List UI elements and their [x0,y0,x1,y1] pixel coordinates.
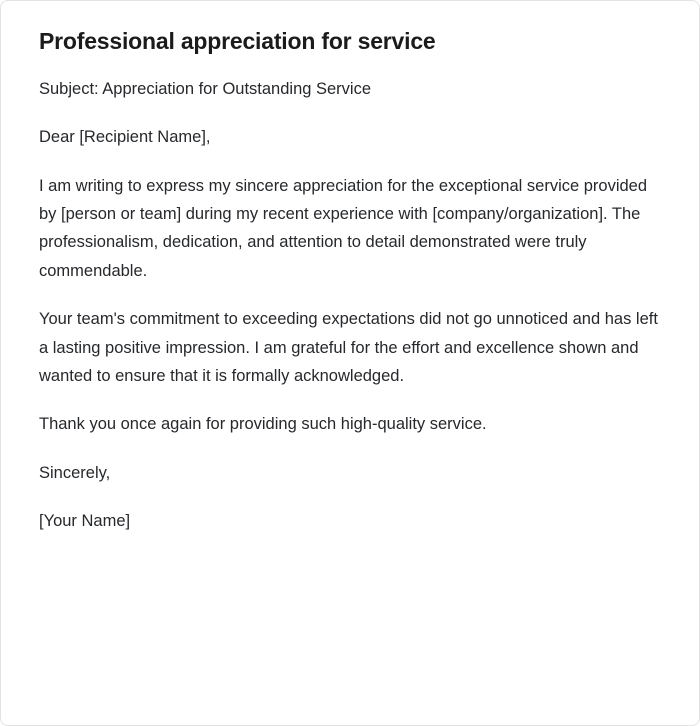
letter-salutation: Dear [Recipient Name], [39,128,211,147]
letter-signature: [Your Name] [39,512,131,531]
letter-body-paragraph-2: Your team's commitment to exceeding expectations did not go unnoticed and has left a lasting positive impression. I am grateful for the effort and excellence shown and wanted to ensure that it is formally acknowledged. [39,310,658,385]
letter-body-paragraph-1: I am writing to express my sincere appreciation for the exceptional service provided by [person or team] during my recent experience with [company/organization]. The professionalism, dedication, and attention to detail demonstrated were truly commendable. [39,176,648,280]
letter-subject-line: Subject: Appreciation for Outstanding Service [39,79,372,98]
letter-closing: Sincerely, [39,463,111,482]
page-title: Professional appreciation for service [39,28,436,54]
letter-body-paragraph-3: Thank you once again for providing such high-quality service. [39,415,487,434]
